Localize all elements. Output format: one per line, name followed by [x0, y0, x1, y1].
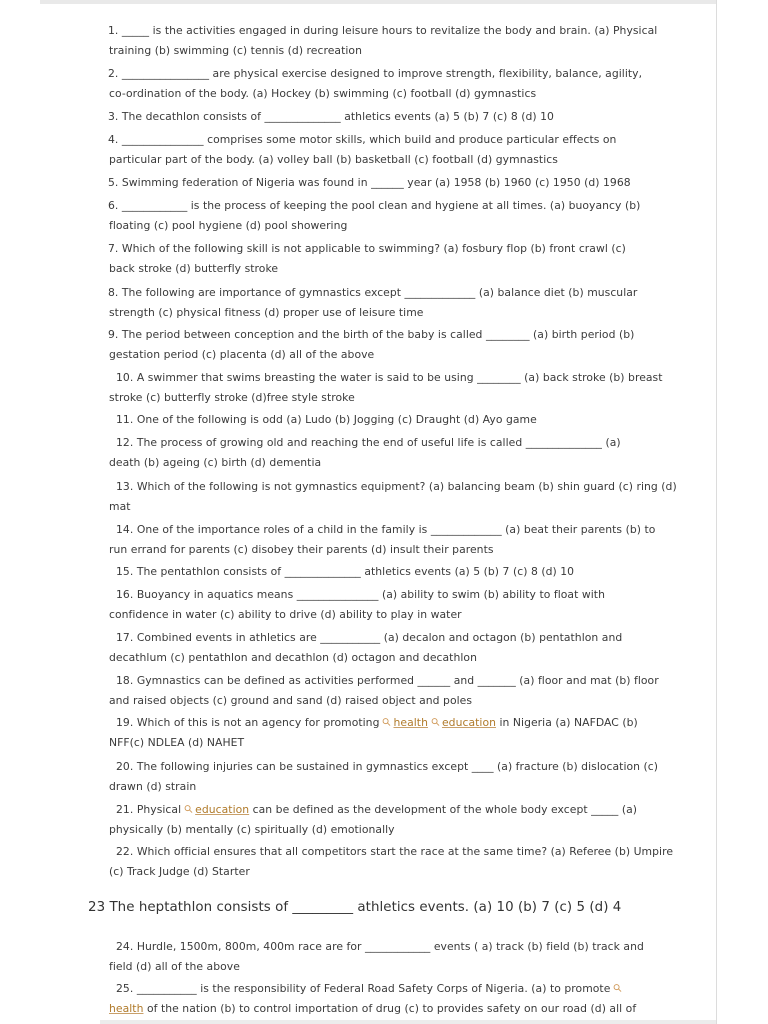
question-item: 8. The following are importance of gymnastics except _____________ (a) balance diet (b) muscular strength (c) physical fitness (d) proper use of leisure time	[108, 286, 638, 319]
question-item: 12. The process of growing old and reaching the end of useful life is called ______________ (a) death (b) ageing (c) birth (d) dementia	[109, 436, 621, 469]
bottom-divider	[100, 1020, 716, 1024]
education-link[interactable]: education	[195, 803, 250, 816]
health-link[interactable]: health	[393, 716, 428, 729]
search-icon	[431, 717, 440, 727]
question-item: 14. One of the importance roles of a child in the family is _____________ (a) beat their parents (b) to run errand for parents (c) disobey their parents (d) insult their parents	[109, 523, 656, 556]
question-item: 7. Which of the following skill is not applicable to swimming? (a) fosbury flop (b) front crawl (c) back stroke (d) butterfly stroke	[108, 242, 626, 275]
health-link[interactable]: health	[109, 1002, 144, 1015]
question-item: 25. ___________ is the responsibility of Federal Road Safety Corps of Nigeria. (a) to promote health of the nation (b) to control importation of drug (c) to provides safety on our road (d) all of	[109, 982, 637, 1015]
question-item: 13. Which of the following is not gymnastics equipment? (a) balancing beam (b) shin guard (c) ring (d) mat	[109, 480, 677, 513]
question-item: 10. A swimmer that swims breasting the water is said to be using ________ (a) back stroke (b) breast stroke (c) butterfly stroke (d)free style stroke	[109, 371, 663, 404]
question-item: 23 The heptathlon consists of _________ athletics events. (a) 10 (b) 7 (c) 5 (d) 4	[88, 900, 622, 915]
question-item: 4. _______________ comprises some motor skills, which build and produce particular effects on particular part of the body. (a) volley ball (b) basketball (c) football (d) gymnastics	[108, 133, 617, 166]
search-icon	[613, 983, 622, 993]
education-link[interactable]: education	[441, 716, 496, 729]
top-divider	[40, 0, 716, 4]
question-item: 17. Combined events in athletics are ___________ (a) decalon and octagon (b) pentathlon and decathlum (c) pentathlon and decathlon (d) octagon and decathlon	[109, 631, 623, 664]
question-item: 18. Gymnastics can be defined as activities performed ______ and _______ (a) floor and mat (b) floor and raised objects (c) ground and sand (d) raised object and poles	[109, 674, 659, 707]
question-item: 9. The period between conception and the birth of the baby is called ________ (a) birth period (b) gestation period (c) placenta (d) all of the above	[108, 328, 635, 361]
question-item: 16. Buoyancy in aquatics means _______________ (a) ability to swim (b) ability to float with confidence in water (c) ability to drive (d) ability to play in water	[109, 588, 605, 621]
question-item: 5. Swimming federation of Nigeria was found in ______ year (a) 1958 (b) 1960 (c) 1950 (d) 1968	[108, 176, 631, 189]
question-item: 19. Which of this is not an agency for promoting health education in Nigeria (a) NAFDAC (b) NFF(c) NDLEA (d) NAHET	[109, 716, 638, 749]
search-icon	[184, 804, 193, 814]
question-item: 1. _____ is the activities engaged in during leisure hours to revitalize the body and brain. (a) Physical training (b) swimming (c) tennis (d) recreation	[108, 24, 658, 57]
search-icon	[382, 717, 391, 727]
question-item: 22. Which official ensures that all competitors start the race at the same time? (a) Referee (b) Umpire (c) Track Judge (d) Starter	[109, 845, 674, 878]
question-item: 6. ____________ is the process of keeping the pool clean and hygiene at all times. (a) buoyancy (b) floating (c) pool hygiene (d) pool showering	[108, 199, 641, 232]
question-item: 2. ________________ are physical exercise designed to improve strength, flexibility, balance, agility, co-ordination of the body. (a) Hockey (b) swimming (c) football (d) gymnastics	[108, 67, 643, 100]
question-item: 20. The following injuries can be sustained in gymnastics except ____ (a) fracture (b) dislocation (c) drawn (d) strain	[109, 760, 659, 793]
question-item: 11. One of the following is odd (a) Ludo (b) Jogging (c) Draught (d) Ayo game	[116, 413, 537, 426]
question-item: 21. Physical education can be defined as the development of the whole body except _____ (a) physically (b) mentally (c) spiritually (d) emotionally	[109, 803, 638, 836]
question-item: 24. Hurdle, 1500m, 800m, 400m race are for ____________ events ( a) track (b) field (b) track and field (d) all of the above	[109, 940, 644, 973]
question-item: 15. The pentathlon consists of ______________ athletics events (a) 5 (b) 7 (c) 8 (d) 10	[116, 565, 575, 578]
question-item: 3. The decathlon consists of ______________ athletics events (a) 5 (b) 7 (c) 8 (d) 10	[108, 110, 554, 123]
